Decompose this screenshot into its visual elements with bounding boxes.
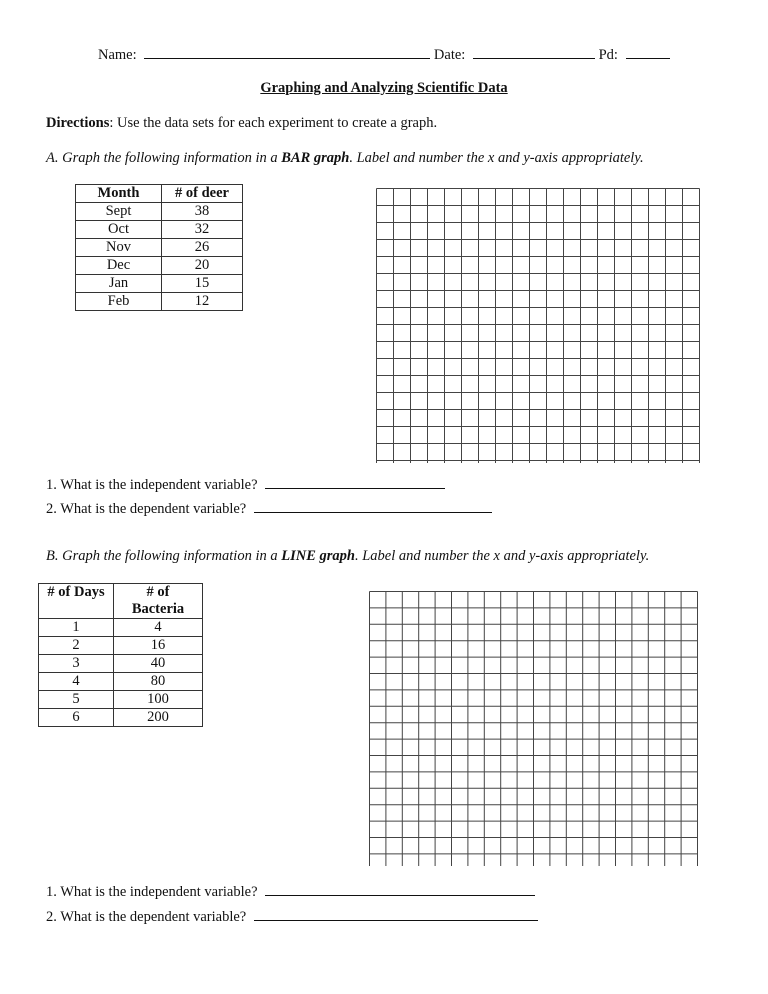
table-cell: 4	[114, 619, 203, 637]
section-b-instructions	[46, 548, 649, 565]
table-cell: 5	[39, 691, 114, 709]
section-a-suffix: . Label and number the x and y-axis appropriately.	[349, 150, 644, 166]
table-row	[39, 691, 203, 709]
table-cell: 32	[162, 221, 243, 239]
table-cell: 12	[162, 293, 243, 311]
table-row	[76, 203, 243, 221]
answer-field[interactable]	[254, 498, 492, 513]
answer-field[interactable]	[265, 881, 535, 896]
section-b-suffix: . Label and number the x and y-axis appropriately.	[354, 548, 650, 564]
column-header: Month	[76, 185, 162, 203]
bar-graph-grid[interactable]	[376, 188, 706, 463]
answer-field[interactable]	[254, 906, 538, 921]
name-field[interactable]	[144, 44, 430, 59]
table-row	[76, 221, 243, 239]
table-cell: 6	[39, 709, 114, 727]
table-row	[39, 619, 203, 637]
date-label: Date:	[433, 47, 466, 63]
section-a-prefix: A. Graph the following information in a	[46, 150, 282, 166]
table-cell: 3	[39, 655, 114, 673]
question-a1	[46, 474, 445, 494]
table-header-row	[39, 584, 203, 619]
table-cell: Feb	[76, 293, 162, 311]
section-b-prefix: B. Graph the following information in a	[46, 548, 282, 564]
table-cell: Dec	[76, 257, 162, 275]
table-cell: 26	[162, 239, 243, 257]
table-cell: 4	[39, 673, 114, 691]
table-cell: 15	[162, 275, 243, 293]
name-label: Name:	[98, 47, 137, 63]
section-b-graph-type: LINE graph	[281, 548, 355, 564]
bacteria-data-table	[38, 583, 203, 727]
table-row	[39, 655, 203, 673]
student-info-line	[98, 44, 670, 64]
deer-data-table	[75, 184, 243, 311]
table-cell: 80	[114, 673, 203, 691]
table-row	[39, 673, 203, 691]
date-field[interactable]	[473, 44, 595, 59]
question-text: 1. What is the independent variable?	[46, 477, 258, 493]
table-cell: 1	[39, 619, 114, 637]
page-title: Graphing and Analyzing Scientific Data	[260, 80, 508, 96]
table-cell: Nov	[76, 239, 162, 257]
section-a-instructions	[46, 150, 644, 167]
period-label: Pd:	[598, 47, 618, 63]
table-row	[76, 293, 243, 311]
table-cell: 200	[114, 709, 203, 727]
table-row	[76, 257, 243, 275]
column-header: # of deer	[162, 185, 243, 203]
directions-label: Directions	[46, 115, 110, 131]
table-cell: Sept	[76, 203, 162, 221]
period-field[interactable]	[626, 44, 670, 59]
table-cell: 16	[114, 637, 203, 655]
table-row	[76, 239, 243, 257]
question-b1	[46, 881, 535, 901]
table-cell: Oct	[76, 221, 162, 239]
column-header: # of Days	[39, 584, 114, 619]
table-cell: 20	[162, 257, 243, 275]
table-cell: Jan	[76, 275, 162, 293]
table-cell: 40	[114, 655, 203, 673]
question-text: 2. What is the dependent variable?	[46, 909, 247, 925]
table-cell: 38	[162, 203, 243, 221]
section-a-graph-type: BAR graph	[281, 150, 350, 166]
table-header-row	[76, 185, 243, 203]
table-row	[39, 709, 203, 727]
directions-text: : Use the data sets for each experiment to create a graph.	[109, 115, 438, 131]
question-b2	[46, 906, 538, 926]
line-graph-grid[interactable]	[369, 591, 700, 866]
question-text: 2. What is the dependent variable?	[46, 501, 247, 517]
question-text: 1. What is the independent variable?	[46, 884, 258, 900]
table-row	[39, 637, 203, 655]
table-row	[76, 275, 243, 293]
question-a2	[46, 498, 492, 518]
table-cell: 100	[114, 691, 203, 709]
answer-field[interactable]	[265, 474, 445, 489]
column-header: # of Bacteria	[114, 584, 203, 619]
directions	[46, 115, 437, 132]
table-cell: 2	[39, 637, 114, 655]
